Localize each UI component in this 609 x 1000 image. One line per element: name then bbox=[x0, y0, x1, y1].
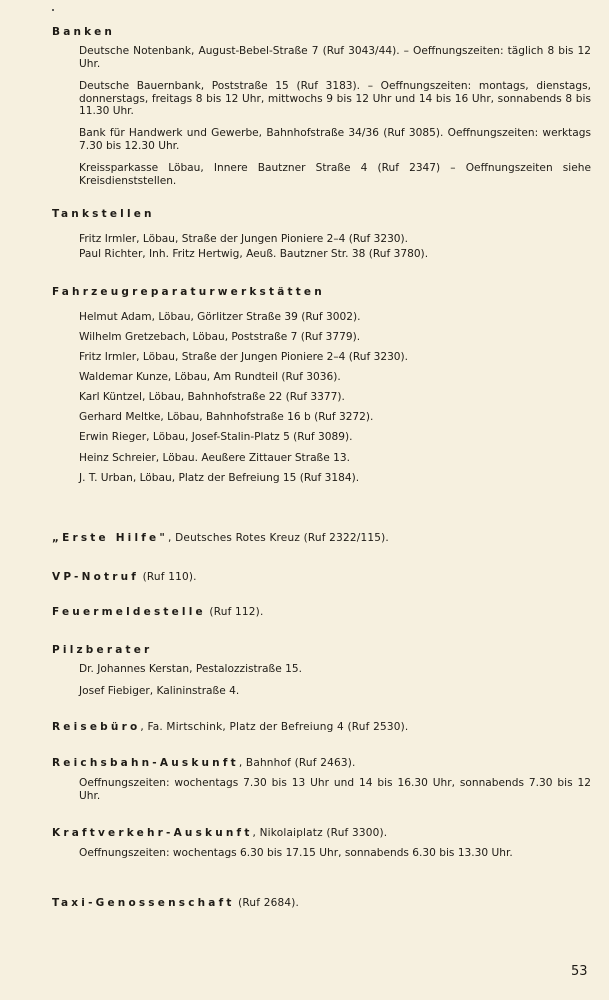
bank-entry: Deutsche Notenbank, August-Bebel-Straße 7 (Ruf 3043/44). – Oeffnungszeiten: täglich 8 bis 12 Uhr. bbox=[79, 45, 591, 70]
opening-hours: Oeffnungszeiten: wochentags 6.30 bis 17.15 Uhr, sonnabends 6.30 bis 13.30 Uhr. bbox=[79, 847, 513, 859]
section-heading-reichsbahn bbox=[52, 757, 356, 769]
section-heading-vp-notruf bbox=[52, 571, 197, 583]
page-number: 53 bbox=[571, 964, 588, 979]
heading-label: Reichsbahn-Auskunft bbox=[52, 757, 239, 769]
section-heading-erste-hilfe bbox=[52, 532, 389, 544]
section-heading-tankstellen: Tankstellen bbox=[52, 208, 155, 220]
heading-detail: (Ruf 2684). bbox=[234, 897, 300, 909]
section-heading-reisebuero bbox=[52, 721, 408, 733]
heading-detail: (Ruf 112). bbox=[205, 606, 264, 618]
heading-detail: , Bahnhof (Ruf 2463). bbox=[238, 757, 356, 769]
list-item: Fritz Irmler, Löbau, Straße der Jungen Pioniere 2–4 (Ruf 3230). bbox=[79, 351, 409, 363]
list-item: Josef Fiebiger, Kalininstraße 4. bbox=[79, 685, 240, 697]
heading-label: Reisebüro bbox=[52, 721, 141, 733]
bank-entry: Deutsche Bauernbank, Poststraße 15 (Ruf 3183). – Oeffnungszeiten: montags, dienstags, donnerstags, freitags 8 bis 12 Uhr, mittwochs 9 bis 12 Uhr und 14 bis 16 Uhr, sonnabends 8 bis 11.30 Uhr. bbox=[79, 80, 591, 117]
opening-hours: Oeffnungszeiten: wochentags 7.30 bis 13 Uhr und 14 bis 16.30 Uhr, sonnabends 7.30 bis 12 Uhr. bbox=[79, 777, 591, 802]
section-heading-kraftverkehr bbox=[52, 827, 387, 839]
list-item: Gerhard Meltke, Löbau, Bahnhofstraße 16 b (Ruf 3272). bbox=[79, 411, 374, 423]
heading-label: Taxi-Genossenschaft bbox=[52, 897, 235, 909]
heading-detail: , Nikolaiplatz (Ruf 3300). bbox=[252, 827, 388, 839]
section-heading-banken: Banken bbox=[52, 26, 116, 38]
list-item: Fritz Irmler, Löbau, Straße der Jungen Pioniere 2–4 (Ruf 3230). bbox=[79, 233, 409, 245]
list-item: Dr. Johannes Kerstan, Pestalozzistraße 15. bbox=[79, 663, 302, 675]
heading-detail: , Fa. Mirtschink, Platz der Befreiung 4 (Ruf 2530). bbox=[140, 721, 409, 733]
heading-detail: (Ruf 110). bbox=[139, 571, 197, 583]
list-item: Paul Richter, Inh. Fritz Hertwig, Aeuß. Bautzner Str. 38 (Ruf 3780). bbox=[79, 248, 429, 260]
bank-entry: Kreissparkasse Löbau, Innere Bautzner Straße 4 (Ruf 2347) – Oeffnungszeiten siehe Kreisdienststellen. bbox=[79, 162, 591, 187]
bank-entry: Bank für Handwerk und Gewerbe, Bahnhofstraße 34/36 (Ruf 3085). Oeffnungszeiten: werktags 7.30 bis 12.30 Uhr. bbox=[79, 127, 591, 152]
list-item: J. T. Urban, Löbau, Platz der Befreiung 15 (Ruf 3184). bbox=[79, 472, 360, 484]
list-item: Waldemar Kunze, Löbau, Am Rundteil (Ruf 3036). bbox=[79, 371, 341, 383]
list-item: Erwin Rieger, Löbau, Josef-Stalin-Platz 5 (Ruf 3089). bbox=[79, 431, 353, 443]
section-heading-taxi bbox=[52, 897, 299, 909]
section-heading-pilzberater: Pilzberater bbox=[52, 644, 153, 656]
heading-detail: , Deutsches Rotes Kreuz (Ruf 2322/115). bbox=[168, 532, 389, 544]
list-item: Karl Küntzel, Löbau, Bahnhofstraße 22 (Ruf 3377). bbox=[79, 391, 345, 403]
heading-label: Kraftverkehr-Auskunft bbox=[52, 827, 253, 839]
section-heading-werkstaetten: Fahrzeugreparaturwerkstätten bbox=[52, 286, 325, 298]
list-item: Helmut Adam, Löbau, Görlitzer Straße 39 (Ruf 3002). bbox=[79, 311, 361, 323]
ink-dot bbox=[52, 9, 54, 11]
list-item: Wilhelm Gretzebach, Löbau, Poststraße 7 (Ruf 3779). bbox=[79, 331, 361, 343]
heading-label: Feuermeldestelle bbox=[52, 606, 206, 618]
heading-label: „Erste Hilfe" bbox=[52, 532, 169, 544]
heading-label: VP-Notruf bbox=[52, 571, 140, 583]
section-heading-feuermeldestelle bbox=[52, 606, 263, 618]
list-item: Heinz Schreier, Löbau. Aeußere Zittauer Straße 13. bbox=[79, 452, 350, 464]
